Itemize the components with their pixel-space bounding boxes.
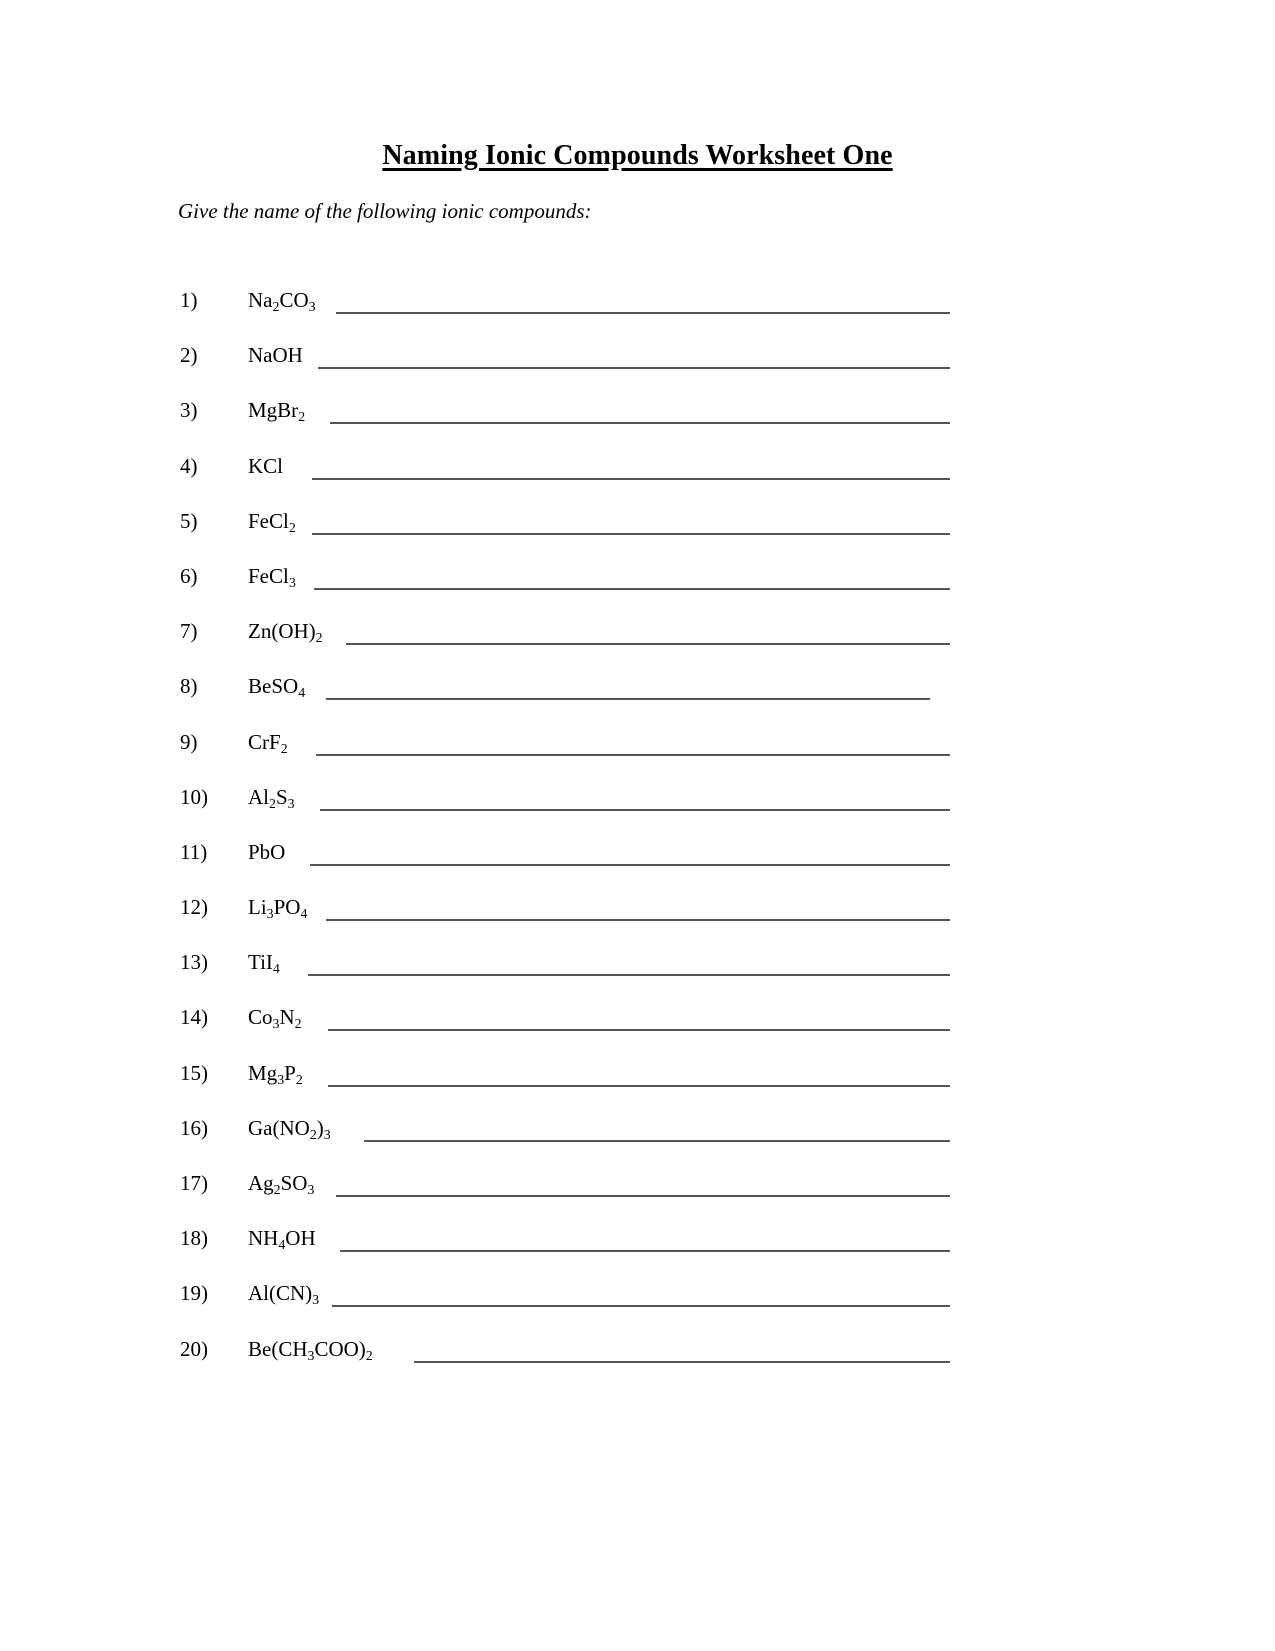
chemical-formula: $Ag_2SO_3$ bbox=[248, 1171, 315, 1197]
answer-blank[interactable] bbox=[316, 754, 950, 756]
list-item bbox=[0, 1005, 1275, 1060]
chemical-formula: FeCl$_2$ bbox=[248, 508, 296, 535]
answer-blank[interactable] bbox=[340, 1250, 950, 1252]
item-number: 11) bbox=[180, 839, 208, 864]
answer-blank[interactable] bbox=[328, 1085, 950, 1087]
item-number: 6) bbox=[180, 563, 198, 588]
list-item bbox=[0, 950, 1275, 1005]
list-item bbox=[0, 288, 1275, 343]
list-item bbox=[0, 730, 1275, 785]
item-number: 12) bbox=[180, 895, 208, 920]
list-item bbox=[0, 398, 1275, 453]
answer-blank[interactable] bbox=[312, 478, 950, 480]
list-item bbox=[0, 1171, 1275, 1226]
answer-blank[interactable] bbox=[414, 1361, 950, 1363]
list-item bbox=[0, 454, 1275, 509]
item-number: 9) bbox=[180, 729, 198, 754]
chemical-formula: $NH_4OH$ bbox=[248, 1226, 316, 1253]
list-item bbox=[0, 564, 1275, 619]
list-item bbox=[0, 619, 1275, 674]
chemical-formula: CrF$_2$ bbox=[248, 729, 288, 756]
item-number: 3) bbox=[180, 398, 198, 423]
chemical-formula: $Co_3N_2$ bbox=[248, 1005, 302, 1032]
answer-blank[interactable] bbox=[328, 1029, 950, 1031]
list-item bbox=[0, 509, 1275, 564]
answer-blank[interactable] bbox=[336, 312, 950, 314]
item-number: 8) bbox=[180, 674, 198, 699]
list-item bbox=[0, 1061, 1275, 1116]
chemical-formula: $Be(CH_3COO)_2$ bbox=[248, 1336, 373, 1363]
chemical-formula: NaOH bbox=[248, 343, 303, 368]
chemical-formula: $Al(CN)_3$ bbox=[248, 1281, 320, 1308]
item-number: 20) bbox=[180, 1336, 208, 1361]
item-number: 15) bbox=[180, 1060, 208, 1085]
chemical-formula: FeCl$_3$ bbox=[248, 563, 296, 590]
answer-blank[interactable] bbox=[312, 533, 950, 535]
list-item bbox=[0, 1337, 1275, 1392]
chemical-formula: PbO bbox=[248, 839, 286, 864]
chemical-formula: KCl bbox=[248, 453, 284, 478]
answer-blank[interactable] bbox=[346, 643, 950, 645]
item-number: 14) bbox=[180, 1005, 208, 1030]
chemical-formula: $Mg_3P_2$ bbox=[248, 1060, 303, 1087]
answer-blank[interactable] bbox=[308, 974, 950, 976]
answer-blank[interactable] bbox=[318, 367, 950, 369]
item-number: 5) bbox=[180, 508, 198, 533]
item-number: 2) bbox=[180, 343, 198, 368]
item-number: 13) bbox=[180, 950, 208, 975]
answer-blank[interactable] bbox=[326, 698, 930, 700]
answer-blank[interactable] bbox=[314, 588, 950, 590]
answer-blank[interactable] bbox=[326, 919, 950, 921]
answer-blank[interactable] bbox=[310, 864, 950, 866]
item-number: 19) bbox=[180, 1281, 208, 1306]
page-title-text: Naming Ionic Compounds Worksheet One bbox=[382, 140, 893, 171]
answer-blank[interactable] bbox=[364, 1140, 950, 1142]
item-number: 16) bbox=[180, 1115, 208, 1140]
item-number: 4) bbox=[180, 453, 198, 478]
answer-blank[interactable] bbox=[336, 1195, 950, 1197]
list-item bbox=[0, 674, 1275, 729]
list-item bbox=[0, 343, 1275, 398]
item-number: 10) bbox=[180, 784, 208, 809]
chemical-formula: $Zn(OH)_2$ bbox=[248, 619, 323, 645]
chemical-formula: $Na_2CO_3$ bbox=[248, 288, 316, 314]
list-item bbox=[0, 1281, 1275, 1336]
chemical-formula: MgBr$_2$ bbox=[248, 398, 306, 425]
item-number: 7) bbox=[180, 619, 198, 644]
chemical-formula: BeSO$_4$ bbox=[248, 674, 306, 701]
compound-list bbox=[0, 288, 1275, 1392]
answer-blank[interactable] bbox=[332, 1305, 950, 1307]
chemical-formula: $Ga(NO_2)_3$ bbox=[248, 1115, 331, 1142]
answer-blank[interactable] bbox=[330, 422, 950, 424]
list-item bbox=[0, 1116, 1275, 1171]
list-item bbox=[0, 895, 1275, 950]
item-number: 18) bbox=[180, 1226, 208, 1251]
chemical-formula: TiI$_4$ bbox=[248, 950, 280, 977]
instruction-text: Give the name of the following ionic compounds: bbox=[178, 199, 592, 223]
chemical-formula: $Li_3PO_4$ bbox=[248, 895, 308, 921]
chemical-formula: $Al_2S_3$ bbox=[248, 784, 295, 811]
answer-blank[interactable] bbox=[320, 809, 950, 811]
page-title bbox=[0, 140, 1275, 172]
list-item bbox=[0, 1226, 1275, 1281]
item-number: 1) bbox=[180, 288, 198, 312]
item-number: 17) bbox=[180, 1171, 208, 1195]
list-item bbox=[0, 785, 1275, 840]
list-item bbox=[0, 840, 1275, 895]
